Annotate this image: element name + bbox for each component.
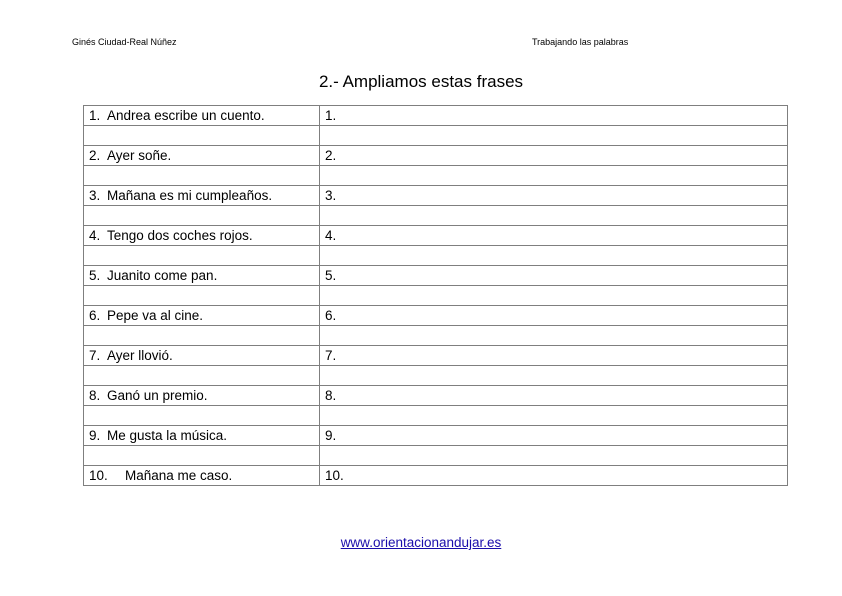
answer-number: 9. [325,428,337,443]
blank-row [84,406,788,426]
answer-cell[interactable] [320,266,788,286]
sentence-row [84,186,788,206]
blank-cell[interactable] [84,246,320,266]
sentence-row [84,226,788,246]
footer [0,535,842,550]
sentence-number: 10. [89,468,108,483]
sentence-number: 4. [89,228,101,243]
blank-row [84,446,788,466]
sentence-cell [84,146,320,166]
answer-cell[interactable] [320,186,788,206]
blank-answer-cell[interactable] [320,206,788,226]
website-link[interactable]: www.orientacionandujar.es [340,535,502,550]
blank-answer-cell[interactable] [320,126,788,146]
answer-cell[interactable] [320,226,788,246]
header-author: Ginés Ciudad-Real Núñez [72,37,177,47]
sentence-text: Ganó un premio. [107,388,208,403]
sentence-number: 2. [89,148,101,163]
blank-cell[interactable] [84,126,320,146]
sentence-row [84,106,788,126]
sentence-text: Me gusta la música. [107,428,228,443]
sentence-cell [84,186,320,206]
blank-row [84,166,788,186]
sentence-text: Andrea escribe un cuento. [107,108,265,123]
blank-cell[interactable] [84,206,320,226]
sentence-row [84,146,788,166]
answer-number: 10. [325,468,344,483]
sentence-cell [84,226,320,246]
blank-row [84,126,788,146]
answer-number: 3. [325,188,337,203]
blank-answer-cell[interactable] [320,326,788,346]
exercise-table [83,105,788,486]
sentence-cell [84,466,320,486]
sentence-number: 6. [89,308,101,323]
sentence-text: Mañana es mi cumpleaños. [107,188,273,203]
blank-cell[interactable] [84,326,320,346]
sentence-number: 5. [89,268,101,283]
blank-row [84,326,788,346]
sentence-number: 1. [89,108,101,123]
blank-answer-cell[interactable] [320,366,788,386]
answer-number: 5. [325,268,337,283]
sentence-cell [84,386,320,406]
blank-row [84,206,788,226]
answer-cell[interactable] [320,306,788,326]
sentence-cell [84,266,320,286]
header-subject: Trabajando las palabras [532,37,629,47]
answer-cell[interactable] [320,466,788,486]
sentence-text: Juanito come pan. [107,268,218,283]
sentence-cell [84,426,320,446]
sentence-number: 8. [89,388,101,403]
page-title: 2.- Ampliamos estas frases [318,72,524,91]
sentence-row [84,386,788,406]
blank-row [84,286,788,306]
sentence-number: 3. [89,188,101,203]
blank-cell[interactable] [84,286,320,306]
sentence-row [84,466,788,486]
blank-row [84,366,788,386]
blank-row [84,246,788,266]
blank-cell[interactable] [84,366,320,386]
blank-answer-cell[interactable] [320,286,788,306]
blank-cell[interactable] [84,406,320,426]
blank-cell[interactable] [84,446,320,466]
answer-number: 7. [325,348,337,363]
answer-number: 6. [325,308,337,323]
blank-cell[interactable] [84,166,320,186]
answer-number: 4. [325,228,337,243]
sentence-row [84,426,788,446]
sentence-cell [84,106,320,126]
sentence-text: Ayer soñe. [107,148,172,163]
answer-number: 1. [325,108,337,123]
sentence-text: Pepe va al cine. [107,308,204,323]
sentence-number: 7. [89,348,101,363]
sentence-cell [84,346,320,366]
sentence-row [84,306,788,326]
answer-number: 8. [325,388,337,403]
answer-cell[interactable] [320,346,788,366]
sentence-cell [84,306,320,326]
answer-number: 2. [325,148,337,163]
sentence-row [84,346,788,366]
blank-answer-cell[interactable] [320,246,788,266]
answer-cell[interactable] [320,106,788,126]
sentence-text: Tengo dos coches rojos. [107,228,253,243]
sentence-number: 9. [89,428,101,443]
sentence-text: Mañana me caso. [125,468,233,483]
sentence-text: Ayer llovió. [107,348,173,363]
blank-answer-cell[interactable] [320,166,788,186]
sentence-row [84,266,788,286]
answer-cell[interactable] [320,426,788,446]
blank-answer-cell[interactable] [320,446,788,466]
answer-cell[interactable] [320,386,788,406]
blank-answer-cell[interactable] [320,406,788,426]
answer-cell[interactable] [320,146,788,166]
